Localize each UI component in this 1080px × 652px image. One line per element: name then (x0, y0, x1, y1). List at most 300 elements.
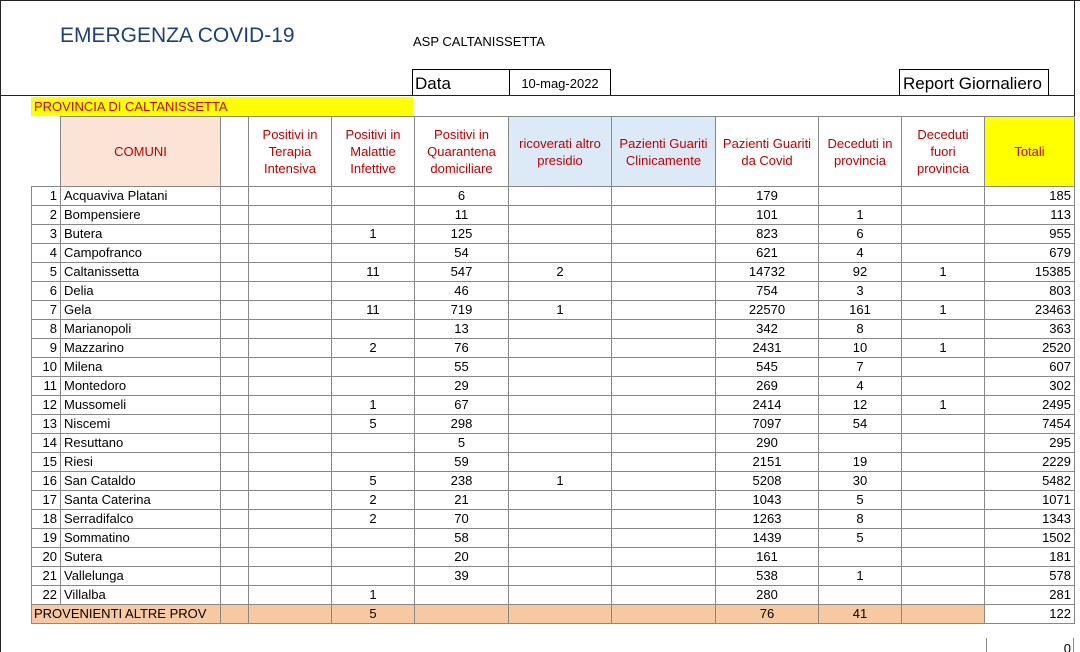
cell-decf (902, 377, 985, 396)
cell-gcov: 280 (716, 586, 819, 605)
cell-dec: 12 (819, 396, 902, 415)
cell-decf (902, 529, 985, 548)
cell-tot: 15385 (985, 263, 1075, 282)
header-quarantena: Positivi in Quarantena domiciliare (415, 117, 509, 187)
cell-gc (612, 586, 716, 605)
cell-ric (509, 548, 612, 567)
cell-ric (509, 453, 612, 472)
cell-ric (509, 225, 612, 244)
cell-gcov: 823 (716, 225, 819, 244)
cell-dec: 4 (819, 377, 902, 396)
spacer-cell (221, 396, 249, 415)
cell-mi (332, 548, 415, 567)
cell-qd: 6 (415, 187, 509, 206)
cell-tot: 578 (985, 567, 1075, 586)
spacer-cell (221, 339, 249, 358)
cell-tot: 1343 (985, 510, 1075, 529)
spacer-cell (221, 586, 249, 605)
cell-decf: 1 (902, 396, 985, 415)
row-index: 6 (32, 282, 61, 301)
cell-tot: 1071 (985, 491, 1075, 510)
comune-name: Mussomeli (61, 396, 221, 415)
table-row (32, 586, 1075, 605)
header-spacer (221, 117, 249, 187)
cell-dec: 4 (819, 244, 902, 263)
cell-dec (819, 434, 902, 453)
cell-qd: 39 (415, 567, 509, 586)
cell-tot: 2495 (985, 396, 1075, 415)
header-row (32, 117, 1075, 187)
cell-decf (902, 491, 985, 510)
comune-name: Gela (61, 301, 221, 320)
table-row (32, 225, 1075, 244)
cell-mi: 1 (332, 586, 415, 605)
row-index: 3 (32, 225, 61, 244)
cell-decf (902, 282, 985, 301)
cell-qd: 238 (415, 472, 509, 491)
cell-gcov: 269 (716, 377, 819, 396)
cell-dec: 92 (819, 263, 902, 282)
cell-gcov: 545 (716, 358, 819, 377)
cell-tot: 281 (985, 586, 1075, 605)
row-index: 10 (32, 358, 61, 377)
row-index: 11 (32, 377, 61, 396)
cell-decf (902, 548, 985, 567)
cell-gcov: 161 (716, 548, 819, 567)
totals-mi: 5 (332, 605, 415, 624)
cell-qd: 719 (415, 301, 509, 320)
header-malattie-infettive: Positivi in Malattie Infettive (332, 117, 415, 187)
cell-dec: 19 (819, 453, 902, 472)
date-label: Data (412, 69, 510, 96)
cell-qd: 5 (415, 434, 509, 453)
cell-gcov: 5208 (716, 472, 819, 491)
cell-tot: 5482 (985, 472, 1075, 491)
cell-decf (902, 472, 985, 491)
row-index: 20 (32, 548, 61, 567)
cell-ti (249, 301, 332, 320)
comune-name: Vallelunga (61, 567, 221, 586)
table-row (32, 472, 1075, 491)
cell-ti (249, 339, 332, 358)
cell-dec: 8 (819, 320, 902, 339)
cell-ti (249, 320, 332, 339)
table-row (32, 206, 1075, 225)
table-row (32, 529, 1075, 548)
cell-ti (249, 244, 332, 263)
cell-ric (509, 434, 612, 453)
totals-label: PROVENIENTI ALTRE PROV (32, 605, 221, 624)
cell-ric (509, 415, 612, 434)
totals-gc (612, 605, 716, 624)
report-type-label: Report Giornaliero (899, 69, 1049, 96)
cell-ti (249, 415, 332, 434)
cell-ti (249, 548, 332, 567)
cell-decf (902, 358, 985, 377)
cell-qd: 67 (415, 396, 509, 415)
cell-mi: 2 (332, 510, 415, 529)
cell-dec: 6 (819, 225, 902, 244)
cell-ti (249, 567, 332, 586)
comune-name: Caltanissetta (61, 263, 221, 282)
cell-ti (249, 396, 332, 415)
cell-gc (612, 472, 716, 491)
cell-ric (509, 358, 612, 377)
cell-qd: 29 (415, 377, 509, 396)
cell-tot: 607 (985, 358, 1075, 377)
cell-gcov: 290 (716, 434, 819, 453)
cell-gc (612, 187, 716, 206)
spacer-cell (221, 301, 249, 320)
row-index: 4 (32, 244, 61, 263)
spacer-cell (221, 472, 249, 491)
header-comuni: COMUNI (61, 117, 221, 187)
cell-decf: 1 (902, 301, 985, 320)
cell-ti (249, 453, 332, 472)
spacer-cell (221, 320, 249, 339)
cell-gc (612, 377, 716, 396)
cell-tot: 181 (985, 548, 1075, 567)
table-row (32, 434, 1075, 453)
cell-qd: 298 (415, 415, 509, 434)
cell-gc (612, 282, 716, 301)
cell-gcov: 754 (716, 282, 819, 301)
cell-tot: 23463 (985, 301, 1075, 320)
cell-qd (415, 586, 509, 605)
row-index: 22 (32, 586, 61, 605)
totals-dec: 41 (819, 605, 902, 624)
cell-qd: 59 (415, 453, 509, 472)
cell-qd: 55 (415, 358, 509, 377)
row-index: 16 (32, 472, 61, 491)
header-guariti-clinicamente: Pazienti Guariti Clinicamente (612, 117, 716, 187)
comune-name: Campofranco (61, 244, 221, 263)
cell-gc (612, 491, 716, 510)
cell-decf (902, 567, 985, 586)
cell-tot: 295 (985, 434, 1075, 453)
asp-label: ASP CALTANISSETTA (413, 34, 545, 49)
cell-mi (332, 187, 415, 206)
table-row (32, 282, 1075, 301)
cell-gc (612, 263, 716, 282)
cell-gc (612, 206, 716, 225)
cell-decf (902, 244, 985, 263)
cell-ric (509, 320, 612, 339)
province-banner: PROVINCIA DI CALTANISSETTA (31, 97, 413, 116)
cell-ric (509, 377, 612, 396)
cell-decf: 1 (902, 263, 985, 282)
cell-mi (332, 282, 415, 301)
cell-gcov: 2151 (716, 453, 819, 472)
table-row (32, 510, 1075, 529)
cell-qd: 11 (415, 206, 509, 225)
comune-name: Bompensiere (61, 206, 221, 225)
cell-mi: 11 (332, 301, 415, 320)
cell-gcov: 1043 (716, 491, 819, 510)
cell-qd: 13 (415, 320, 509, 339)
spacer-cell (221, 206, 249, 225)
table-row (32, 415, 1075, 434)
cell-tot: 2520 (985, 339, 1075, 358)
spacer-cell (221, 491, 249, 510)
cell-mi (332, 567, 415, 586)
comune-name: Butera (61, 225, 221, 244)
cell-gc (612, 415, 716, 434)
cell-dec: 54 (819, 415, 902, 434)
cell-tot: 1502 (985, 529, 1075, 548)
comune-name: Santa Caterina (61, 491, 221, 510)
cell-dec: 7 (819, 358, 902, 377)
row-index: 9 (32, 339, 61, 358)
header-terapia-intensiva: Positivi in Terapia Intensiva (249, 117, 332, 187)
row-index: 5 (32, 263, 61, 282)
cell-ti (249, 529, 332, 548)
cell-gc (612, 301, 716, 320)
cell-gc (612, 567, 716, 586)
header-guariti-covid: Pazienti Guariti da Covid (716, 117, 819, 187)
report-title: EMERGENZA COVID-19 (60, 24, 295, 47)
cell-gc (612, 529, 716, 548)
row-index: 2 (32, 206, 61, 225)
cell-dec: 1 (819, 567, 902, 586)
comune-name: Montedoro (61, 377, 221, 396)
row-index: 14 (32, 434, 61, 453)
cell-dec: 3 (819, 282, 902, 301)
cell-decf (902, 225, 985, 244)
cell-dec: 1 (819, 206, 902, 225)
cell-ric (509, 206, 612, 225)
table-row (32, 187, 1075, 206)
cell-qd: 547 (415, 263, 509, 282)
table-row (32, 301, 1075, 320)
spacer-cell (221, 453, 249, 472)
cell-qd: 20 (415, 548, 509, 567)
cell-ti (249, 282, 332, 301)
cell-ric (509, 396, 612, 415)
table-row (32, 396, 1075, 415)
cell-dec: 161 (819, 301, 902, 320)
table-row (32, 339, 1075, 358)
row-index: 18 (32, 510, 61, 529)
cell-gcov: 342 (716, 320, 819, 339)
cell-dec (819, 548, 902, 567)
cell-gcov: 14732 (716, 263, 819, 282)
cell-ti (249, 434, 332, 453)
table-row (32, 244, 1075, 263)
cell-gc (612, 225, 716, 244)
cell-dec: 5 (819, 491, 902, 510)
totals-gcov: 76 (716, 605, 819, 624)
comune-name: Acquaviva Platani (61, 187, 221, 206)
cell-gc (612, 510, 716, 529)
footer-value: 0 (986, 638, 1074, 652)
row-index: 17 (32, 491, 61, 510)
cell-tot: 113 (985, 206, 1075, 225)
header-deceduti-provincia: Deceduti in provincia (819, 117, 902, 187)
cell-decf (902, 415, 985, 434)
cell-mi (332, 434, 415, 453)
cell-tot: 803 (985, 282, 1075, 301)
totals-qd (415, 605, 509, 624)
spacer-cell (221, 415, 249, 434)
row-index: 7 (32, 301, 61, 320)
cell-dec: 10 (819, 339, 902, 358)
cell-gcov: 2431 (716, 339, 819, 358)
cell-mi: 5 (332, 472, 415, 491)
cell-gcov: 538 (716, 567, 819, 586)
cell-ti (249, 225, 332, 244)
header-totali: Totali (985, 117, 1075, 187)
cell-qd: 125 (415, 225, 509, 244)
header-divider (0, 95, 1075, 96)
cell-gcov: 179 (716, 187, 819, 206)
cell-decf (902, 453, 985, 472)
cell-ric (509, 187, 612, 206)
totals-tot: 122 (985, 605, 1075, 624)
spacer-cell (221, 282, 249, 301)
comune-name: Resuttano (61, 434, 221, 453)
cell-tot: 955 (985, 225, 1075, 244)
spacer-cell (221, 244, 249, 263)
table-row (32, 320, 1075, 339)
cell-ric: 1 (509, 301, 612, 320)
cell-ric (509, 244, 612, 263)
cell-ric (509, 339, 612, 358)
cell-ric (509, 510, 612, 529)
comune-name: Milena (61, 358, 221, 377)
cell-gc (612, 548, 716, 567)
cell-qd: 46 (415, 282, 509, 301)
comune-name: Niscemi (61, 415, 221, 434)
table-row (32, 548, 1075, 567)
cell-gcov: 1263 (716, 510, 819, 529)
comune-name: Delia (61, 282, 221, 301)
cell-gcov: 621 (716, 244, 819, 263)
cell-tot: 302 (985, 377, 1075, 396)
row-index: 13 (32, 415, 61, 434)
table-row (32, 453, 1075, 472)
cell-decf (902, 434, 985, 453)
cell-ti (249, 263, 332, 282)
row-index: 19 (32, 529, 61, 548)
spacer-cell (221, 434, 249, 453)
cell-tot: 2229 (985, 453, 1075, 472)
cell-tot: 7454 (985, 415, 1075, 434)
spacer-cell (221, 358, 249, 377)
row-index: 15 (32, 453, 61, 472)
row-index: 1 (32, 187, 61, 206)
cell-ti (249, 586, 332, 605)
cell-decf (902, 187, 985, 206)
cell-gc (612, 320, 716, 339)
cell-mi (332, 358, 415, 377)
cell-dec: 8 (819, 510, 902, 529)
cell-ti (249, 377, 332, 396)
comune-name: Mazzarino (61, 339, 221, 358)
table-row (32, 491, 1075, 510)
cell-mi: 1 (332, 396, 415, 415)
table-row (32, 567, 1075, 586)
cell-dec: 5 (819, 529, 902, 548)
cell-gc (612, 339, 716, 358)
spacer-cell (221, 529, 249, 548)
row-index: 12 (32, 396, 61, 415)
cell-decf (902, 320, 985, 339)
cell-ti (249, 491, 332, 510)
row-index: 8 (32, 320, 61, 339)
cell-ric (509, 282, 612, 301)
cell-ric (509, 529, 612, 548)
cell-ti (249, 206, 332, 225)
sheet-border-left (0, 0, 1, 652)
cell-gcov: 7097 (716, 415, 819, 434)
cell-mi (332, 529, 415, 548)
spacer-cell (221, 377, 249, 396)
comune-name: Serradifalco (61, 510, 221, 529)
cell-gcov: 1439 (716, 529, 819, 548)
sheet-border-top (0, 0, 1080, 1)
cell-gcov: 2414 (716, 396, 819, 415)
cell-ric: 2 (509, 263, 612, 282)
cell-decf (902, 510, 985, 529)
header-index-cell (32, 117, 61, 187)
cell-gc (612, 453, 716, 472)
cell-qd: 76 (415, 339, 509, 358)
table-row (32, 263, 1075, 282)
cell-ric: 1 (509, 472, 612, 491)
cell-qd: 70 (415, 510, 509, 529)
cell-mi (332, 244, 415, 263)
cell-decf (902, 206, 985, 225)
cell-mi (332, 453, 415, 472)
comune-name: Villalba (61, 586, 221, 605)
spacer-cell (221, 567, 249, 586)
spacer-cell (221, 510, 249, 529)
cell-ti (249, 510, 332, 529)
cell-qd: 58 (415, 529, 509, 548)
cell-decf (902, 586, 985, 605)
cell-ti (249, 472, 332, 491)
cell-gc (612, 396, 716, 415)
cell-qd: 54 (415, 244, 509, 263)
cell-tot: 185 (985, 187, 1075, 206)
cell-mi (332, 206, 415, 225)
header-deceduti-fuori: Deceduti fuori provincia (902, 117, 985, 187)
comune-name: Marianopoli (61, 320, 221, 339)
comune-name: Sutera (61, 548, 221, 567)
cell-gc (612, 244, 716, 263)
cell-ti (249, 187, 332, 206)
cell-ric (509, 567, 612, 586)
cell-tot: 363 (985, 320, 1075, 339)
totals-ric (509, 605, 612, 624)
cell-mi (332, 377, 415, 396)
cell-mi: 1 (332, 225, 415, 244)
cell-mi: 2 (332, 491, 415, 510)
spacer-cell (221, 187, 249, 206)
spacer-cell (221, 263, 249, 282)
comune-name: San Cataldo (61, 472, 221, 491)
header-ricoverati: ricoverati altro presidio (509, 117, 612, 187)
totals-ti (249, 605, 332, 624)
comune-name: Sommatino (61, 529, 221, 548)
cell-mi: 2 (332, 339, 415, 358)
cell-dec (819, 187, 902, 206)
comune-name: Riesi (61, 453, 221, 472)
cell-gc (612, 434, 716, 453)
spacer-cell (221, 605, 249, 624)
cell-mi (332, 320, 415, 339)
